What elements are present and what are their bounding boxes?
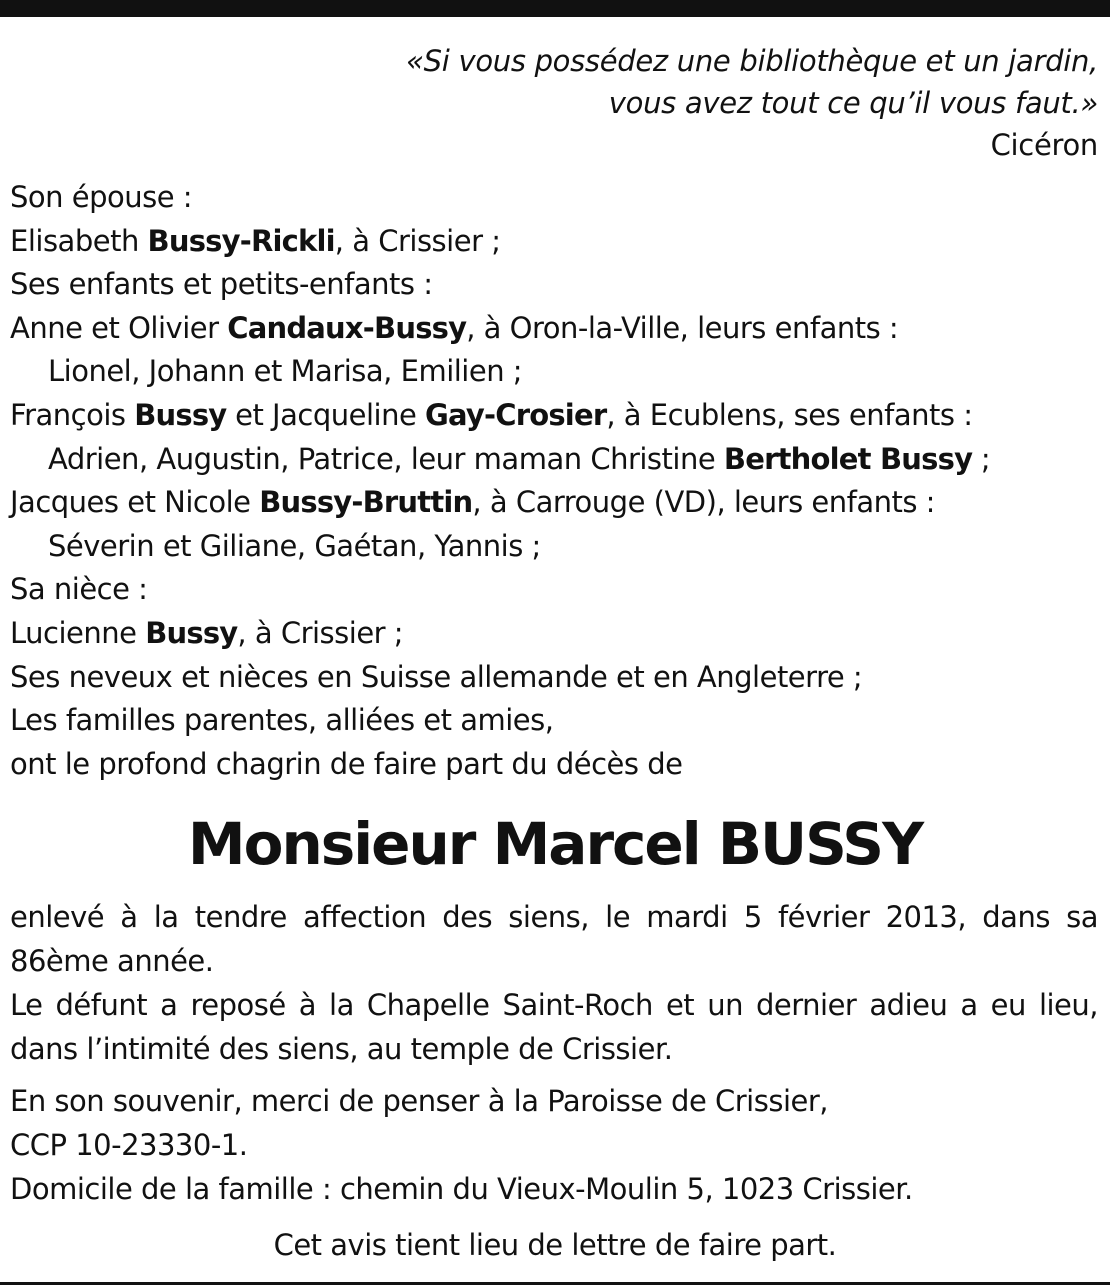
family-line: Jacques et Nicole Bussy-Bruttin, à Carrouge (VD), leurs enfants :	[10, 485, 935, 520]
family-line-children: Adrien, Augustin, Patrice, leur maman Christine Bertholet Bussy ;	[48, 441, 991, 476]
family-surname: Bussy	[134, 397, 227, 432]
family-line-children: Lionel, Johann et Marisa, Emilien ;	[48, 354, 523, 389]
quote-line-2: vous avez tout ce qu’il vous faut.»	[608, 86, 1098, 120]
family-line: Ses neveux et nièces en Suisse allemande et en Angleterre ;	[10, 659, 863, 694]
family-line-children: Séverin et Giliane, Gaétan, Yannis ;	[48, 528, 541, 563]
family-line: Anne et Olivier Candaux-Bussy, à Oron-la-Ville, leurs enfants :	[10, 310, 899, 345]
deceased-name-heading: Monsieur Marcel BUSSY	[187, 810, 923, 878]
family-line: Sa nièce :	[10, 572, 148, 607]
death-announcement-paragraph: enlevé à la tendre affection des siens, le mardi 5 février 2013, dans sa 86ème année.	[10, 900, 1098, 978]
family-line: Les familles parentes, alliées et amies,	[10, 703, 554, 738]
family-surname: Gay-Crosier	[425, 397, 607, 432]
family-surname: Bussy	[145, 615, 238, 650]
quote-line-1: «Si vous possédez une bibliothèque et un jardin,	[406, 44, 1098, 78]
family-line: Ses enfants et petits-enfants :	[10, 267, 433, 302]
obituary-body	[10, 895, 1098, 1211]
donation-paragraph: En son souvenir, merci de penser à la Paroisse de Crissier, CCP 10-23330-1.	[10, 1084, 828, 1162]
family-line: Lucienne Bussy, à Crissier ;	[10, 615, 404, 650]
family-line: François Bussy et Jacqueline Gay-Crosier, à Ecublens, ses enfants :	[10, 397, 973, 432]
funeral-paragraph: Le défunt a reposé à la Chapelle Saint-Roch et un dernier adieu a eu lieu, dans l’intimité des siens, au temple de Crissier.	[10, 988, 1098, 1066]
postal-account: CCP 10-23330-1.	[10, 1128, 248, 1162]
family-line: Son épouse :	[10, 180, 193, 214]
closing-notice: Cet avis tient lieu de lettre de faire part.	[273, 1228, 837, 1262]
bottom-border-rule	[0, 1282, 1110, 1285]
family-line: Elisabeth Bussy-Rickli, à Crissier ;	[10, 223, 501, 258]
family-list	[10, 176, 1105, 786]
family-surname: Candaux-Bussy	[227, 310, 467, 345]
family-surname: Bertholet Bussy	[723, 441, 973, 476]
top-border-rule	[0, 0, 1110, 17]
family-surname: Bussy-Rickli	[147, 223, 335, 258]
family-line: ont le profond chagrin de faire part du décès de	[10, 746, 683, 781]
family-address: Domicile de la famille : chemin du Vieux-Moulin 5, 1023 Crissier.	[10, 1172, 913, 1206]
epigraph-quote	[406, 40, 1098, 166]
quote-author: Cicéron	[990, 128, 1098, 162]
family-surname: Bussy-Bruttin	[259, 485, 473, 520]
